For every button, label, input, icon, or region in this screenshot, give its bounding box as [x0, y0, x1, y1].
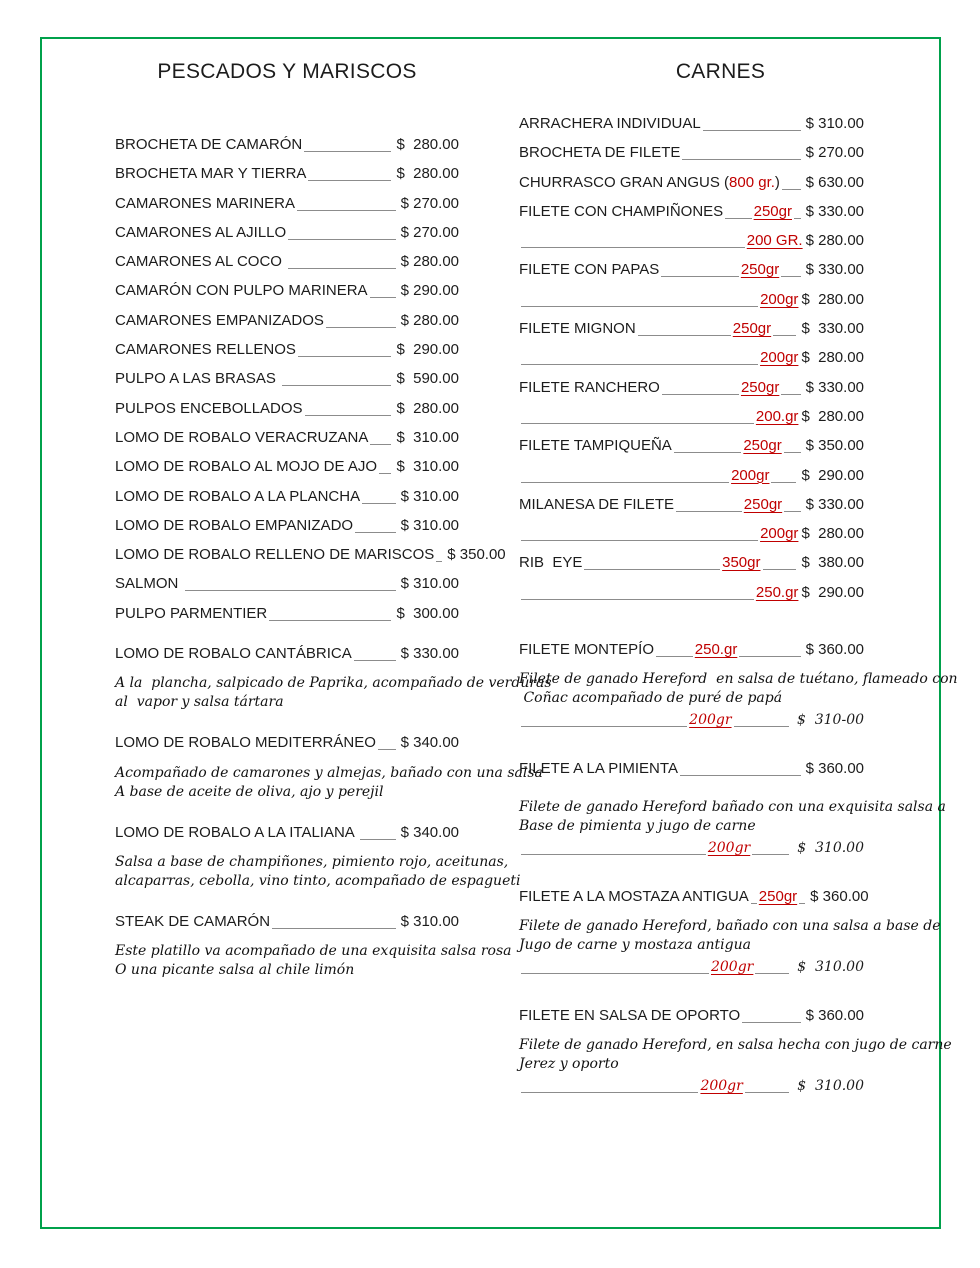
- section-title-carnes: CARNES: [675, 60, 766, 83]
- leader-line: [682, 159, 800, 160]
- leader-line: [755, 973, 789, 974]
- leader-line: [305, 415, 392, 416]
- section-title-pescados: PESCADOS Y MARISCOS: [157, 60, 417, 83]
- leader-line: [288, 268, 395, 269]
- leader-line: [272, 928, 396, 929]
- leader-line: [282, 385, 391, 386]
- leader-line: [354, 660, 396, 661]
- leader-line: [734, 726, 789, 727]
- leader-line: [521, 306, 758, 307]
- item-price: $ 330.00: [805, 378, 864, 396]
- menu-row: [115, 429, 459, 458]
- menu-row: [519, 437, 864, 466]
- leader-line: [521, 854, 706, 855]
- menu-row: [519, 554, 864, 583]
- item-price: $ 310.00: [400, 575, 459, 593]
- item-price: $ 350.00: [447, 546, 506, 564]
- leader-line: [781, 394, 800, 395]
- item-description: Base de pimienta y jugo de carne: [519, 817, 756, 834]
- leader-line: [771, 482, 796, 483]
- leader-line: [297, 210, 396, 211]
- menu-row: [519, 203, 864, 232]
- item-name: FILETE CON CHAMPIÑONES: [519, 202, 724, 220]
- menu-row: [115, 824, 459, 853]
- menu-item-block: [519, 641, 958, 738]
- item-name: LOMO DE ROBALO A LA ITALIANA: [115, 823, 359, 841]
- leader-line: [680, 775, 801, 776]
- item-name: ): [774, 173, 780, 191]
- item-price: $ 280.00: [801, 525, 864, 543]
- item-name: CAMARONES EMPANIZADOS: [115, 311, 324, 329]
- menu-row: [519, 525, 864, 554]
- pescados-items: [115, 136, 506, 634]
- leader-line: [521, 1092, 698, 1093]
- item-price: $ 330.00: [801, 320, 864, 338]
- item-name: CAMARONES MARINERA: [115, 194, 296, 212]
- item-price: $ 360.00: [805, 641, 864, 659]
- item-price: $ 270.00: [805, 144, 864, 162]
- menu-row: [519, 760, 864, 789]
- item-name: LOMO DE ROBALO CANTÁBRICA: [115, 645, 352, 663]
- item-description: Jugo de carne y mostaza antigua: [519, 936, 751, 953]
- leader-line: [656, 656, 693, 657]
- leader-line: [360, 839, 395, 840]
- menu-item-block: [519, 760, 946, 865]
- menu-row: [115, 282, 459, 311]
- item-description: Jerez y oporto: [519, 1056, 619, 1073]
- leader-line: [784, 452, 801, 453]
- item-price: $ 280.00: [400, 311, 459, 329]
- item-name: SALMON: [115, 575, 183, 593]
- leader-line: [185, 590, 396, 591]
- item-name: PULPO A LAS BRASAS: [115, 370, 281, 388]
- weight-label: 200gr: [760, 290, 799, 308]
- weight-label: 800 gr.: [729, 173, 775, 191]
- leader-line: [742, 1022, 800, 1023]
- menu-row: [519, 144, 864, 173]
- leader-line: [521, 364, 758, 365]
- item-price: $ 280.00: [801, 407, 864, 425]
- menu-row: [115, 253, 459, 282]
- leader-line: [521, 726, 687, 727]
- menu-row: [519, 320, 864, 349]
- item-description: Acompañado de camarones y almejas, bañado con una salsa: [115, 764, 543, 781]
- menu-row: [115, 312, 459, 341]
- item-price: $ 380.00: [801, 554, 864, 572]
- leader-line: [751, 903, 757, 904]
- item-name: FILETE MIGNON: [519, 320, 636, 338]
- item-price: $ 310.00: [400, 516, 459, 534]
- item-price: $ 330.00: [805, 495, 864, 513]
- item-name: CAMARÓN CON PULPO MARINERA: [115, 282, 368, 300]
- carnes-column: [519, 58, 958, 1126]
- menu-row: [115, 165, 459, 194]
- item-price: $ 310.00: [797, 958, 864, 975]
- item-price: $ 270.00: [400, 223, 459, 241]
- item-description: Filete de ganado Hereford en salsa de tuétano, flameado con: [519, 671, 958, 688]
- item-description: Coñac acompañado de puré de papá: [519, 690, 783, 707]
- menu-row: [519, 1007, 864, 1036]
- leader-line: [521, 540, 758, 541]
- item-price: $ 330.00: [805, 202, 864, 220]
- menu-row: [519, 1078, 864, 1104]
- menu-row: [519, 115, 864, 144]
- item-price: $ 630.00: [805, 173, 864, 191]
- leader-line: [269, 620, 391, 621]
- item-price: $ 280.00: [801, 290, 864, 308]
- weight-label: 200gr: [760, 525, 799, 543]
- item-name: STEAK DE CAMARÓN: [115, 912, 271, 930]
- item-description: al vapor y salsa tártara: [115, 694, 284, 711]
- item-name: LOMO DE ROBALO EMPANIZADO: [115, 516, 354, 534]
- weight-label: 200gr: [707, 839, 751, 856]
- leader-line: [370, 297, 396, 298]
- menu-row: [115, 400, 459, 429]
- menu-row: [115, 575, 459, 604]
- item-name: MILANESA DE FILETE: [519, 495, 675, 513]
- item-name: LOMO DE ROBALO RELLENO DE MARISCOS: [115, 546, 435, 564]
- menu-row: [115, 224, 459, 253]
- leader-line: [784, 511, 800, 512]
- item-description: Este platillo va acompañado de una exquisita salsa rosa: [115, 943, 512, 960]
- menu-item-block: [115, 645, 552, 712]
- leader-line: [745, 1092, 789, 1093]
- item-name: PULPO PARMENTIER: [115, 604, 268, 622]
- item-price: $ 350.00: [805, 437, 864, 455]
- weight-label: 250gr: [740, 378, 780, 396]
- menu-row: [519, 887, 869, 917]
- weight-label: 350gr: [722, 554, 761, 572]
- item-name: LOMO DE ROBALO VERACRUZANA: [115, 428, 369, 446]
- menu-row: [519, 496, 864, 525]
- menu-row: [115, 645, 459, 674]
- leader-line: [739, 656, 800, 657]
- weight-label: 200 GR.: [746, 232, 803, 250]
- menu-row: [115, 370, 459, 399]
- weight-label: 200gr: [700, 1078, 743, 1095]
- item-description: Filete de ganado Hereford, bañado con una salsa a base de: [519, 917, 941, 934]
- item-price: $ 590.00: [396, 370, 459, 388]
- item-name: CAMARONES AL AJILLO: [115, 223, 287, 241]
- item-price: $ 280.00: [396, 136, 459, 153]
- menu-row: [519, 408, 864, 437]
- leader-line: [436, 561, 442, 562]
- menu-item-block: [115, 912, 512, 980]
- item-name: FILETE CON PAPAS: [519, 261, 660, 279]
- menu-row: [519, 291, 864, 320]
- weight-label: 250gr: [743, 437, 782, 455]
- item-price: $ 280.00: [805, 232, 864, 250]
- pescados-specials: [115, 645, 552, 980]
- menu-row: [115, 136, 459, 165]
- weight-label: 250.gr: [755, 583, 799, 601]
- menu-row: [519, 584, 864, 613]
- menu-row: [115, 341, 459, 370]
- carnes-items: [519, 115, 864, 613]
- item-price: $ 310.00: [805, 115, 864, 132]
- leader-line: [676, 511, 742, 512]
- menu-row: [115, 546, 506, 575]
- leader-line: [298, 356, 392, 357]
- leader-line: [521, 482, 729, 483]
- menu-item-block: [115, 823, 521, 891]
- item-price: $ 280.00: [400, 253, 459, 271]
- weight-label: 200gr: [689, 712, 732, 729]
- weight-label: 200gr: [731, 466, 770, 484]
- item-price: $ 310.00: [400, 487, 459, 505]
- weight-label: 250gr: [732, 320, 772, 338]
- leader-line: [379, 473, 391, 474]
- menu-row: [519, 959, 864, 985]
- menu-row: [115, 605, 459, 634]
- item-price: $ 340.00: [400, 823, 459, 841]
- menu-row: [519, 712, 864, 738]
- weight-label: 200gr: [760, 349, 799, 367]
- leader-line: [674, 452, 742, 453]
- weight-label: 250gr: [753, 202, 792, 220]
- leader-line: [521, 973, 709, 974]
- item-price: $ 290.00: [801, 583, 864, 601]
- leader-line: [725, 218, 751, 219]
- leader-line: [378, 749, 396, 750]
- leader-line: [638, 335, 731, 336]
- leader-line: [763, 569, 797, 570]
- leader-line: [355, 532, 396, 533]
- item-description: alcaparras, cebolla, vino tinto, acompañado de espagueti: [115, 872, 521, 889]
- leader-line: [584, 569, 720, 570]
- menu-row: [115, 488, 459, 517]
- leader-line: [288, 239, 395, 240]
- menu-row: [519, 641, 864, 670]
- item-price: $ 270.00: [400, 194, 459, 212]
- menu-row: [519, 467, 864, 496]
- item-price: $ 290.00: [396, 341, 459, 359]
- item-description: Salsa a base de champiñones, pimiento rojo, aceitunas,: [115, 853, 509, 870]
- leader-line: [362, 503, 396, 504]
- menu-row: [519, 840, 864, 866]
- item-price: $ 310-00: [796, 712, 865, 729]
- item-name: BROCHETA DE CAMARÓN: [115, 136, 303, 153]
- item-price: $ 310.00: [400, 912, 459, 930]
- menu-row: [115, 734, 459, 763]
- item-price: $ 280.00: [396, 399, 459, 417]
- item-description: Filete de ganado Hereford bañado con una exquisita salsa a: [519, 798, 946, 815]
- item-name: PULPOS ENCEBOLLADOS: [115, 399, 303, 417]
- item-price: $ 310.00: [797, 839, 864, 856]
- item-name: FILETE EN SALSA DE OPORTO: [519, 1006, 741, 1024]
- item-name: ARRACHERA INDIVIDUAL: [519, 115, 701, 132]
- item-price: $ 290.00: [400, 282, 459, 300]
- menu-item-block: [519, 887, 941, 985]
- menu-item-block: [519, 1006, 952, 1104]
- leader-line: [794, 218, 801, 219]
- leader-line: [703, 130, 801, 131]
- menu-row: [115, 195, 459, 224]
- leader-line: [326, 327, 396, 328]
- menu-row: [519, 379, 864, 408]
- item-name: FILETE A LA PIMIENTA: [519, 760, 678, 778]
- item-price: $ 280.00: [801, 349, 864, 367]
- item-name: RIB EYE: [519, 554, 583, 572]
- leader-line: [661, 276, 739, 277]
- menu-row: [115, 517, 459, 546]
- item-name: FILETE TAMPIQUEÑA: [519, 437, 672, 455]
- weight-label: 250.gr: [694, 641, 738, 659]
- leader-line: [773, 335, 796, 336]
- item-price: $ 290.00: [801, 466, 864, 484]
- leader-line: [782, 189, 801, 190]
- item-description: Filete de ganado Hereford, en salsa hecha con jugo de carne: [519, 1037, 952, 1054]
- item-price: $ 280.00: [396, 165, 459, 183]
- leader-line: [799, 903, 805, 904]
- item-price: $ 310.00: [396, 428, 459, 446]
- item-name: FILETE RANCHERO: [519, 378, 660, 396]
- item-price: $ 360.00: [805, 1006, 864, 1024]
- item-price: $ 330.00: [805, 261, 864, 279]
- leader-line: [521, 247, 745, 248]
- item-price: $ 300.00: [396, 604, 459, 622]
- weight-label: 250gr: [740, 261, 780, 279]
- weight-label: 250gr: [743, 495, 783, 513]
- item-price: $ 360.00: [805, 760, 864, 778]
- item-name: LOMO DE ROBALO AL MOJO DE AJO: [115, 458, 378, 476]
- menu-row: [519, 232, 864, 261]
- weight-label: 250gr: [758, 887, 798, 905]
- menu-row: [519, 349, 864, 378]
- leader-line: [662, 394, 739, 395]
- leader-line: [781, 276, 800, 277]
- item-name: CHURRASCO GRAN ANGUS (: [519, 173, 730, 191]
- item-description: O una picante salsa al chile limón: [115, 962, 355, 979]
- weight-label: 200.gr: [755, 407, 799, 425]
- menu-row: [519, 174, 864, 203]
- carnes-specials: [519, 641, 958, 1104]
- item-name: BROCHETA MAR Y TIERRA: [115, 165, 307, 183]
- item-name: CAMARONES RELLENOS: [115, 341, 296, 359]
- item-name: FILETE MONTEPÍO: [519, 641, 655, 659]
- weight-label: 200gr: [710, 958, 754, 975]
- menu-row: [519, 261, 864, 290]
- item-name: BROCHETA DE FILETE: [519, 144, 681, 162]
- item-name: FILETE A LA MOSTAZA ANTIGUA: [519, 887, 749, 905]
- menu-row: [115, 913, 459, 942]
- leader-line: [752, 854, 789, 855]
- menu-item-block: [115, 734, 543, 801]
- item-price: $ 330.00: [400, 645, 459, 663]
- item-description: A la plancha, salpicado de Paprika, acompañado de verduras: [115, 675, 552, 692]
- item-description: A base de aceite de oliva, ajo y perejil: [115, 783, 384, 800]
- leader-line: [521, 423, 754, 424]
- leader-line: [304, 151, 391, 152]
- item-price: $ 310.00: [797, 1078, 864, 1095]
- menu-row: [115, 458, 459, 487]
- leader-line: [370, 444, 391, 445]
- item-price: $ 310.00: [396, 458, 459, 476]
- item-price: $ 340.00: [400, 734, 459, 752]
- item-name: CAMARONES AL COCO: [115, 253, 287, 271]
- leader-line: [308, 180, 391, 181]
- item-name: LOMO DE ROBALO A LA PLANCHA: [115, 487, 361, 505]
- item-name: LOMO DE ROBALO MEDITERRÁNEO: [115, 734, 376, 752]
- leader-line: [521, 599, 754, 600]
- item-price: $ 360.00: [810, 887, 869, 905]
